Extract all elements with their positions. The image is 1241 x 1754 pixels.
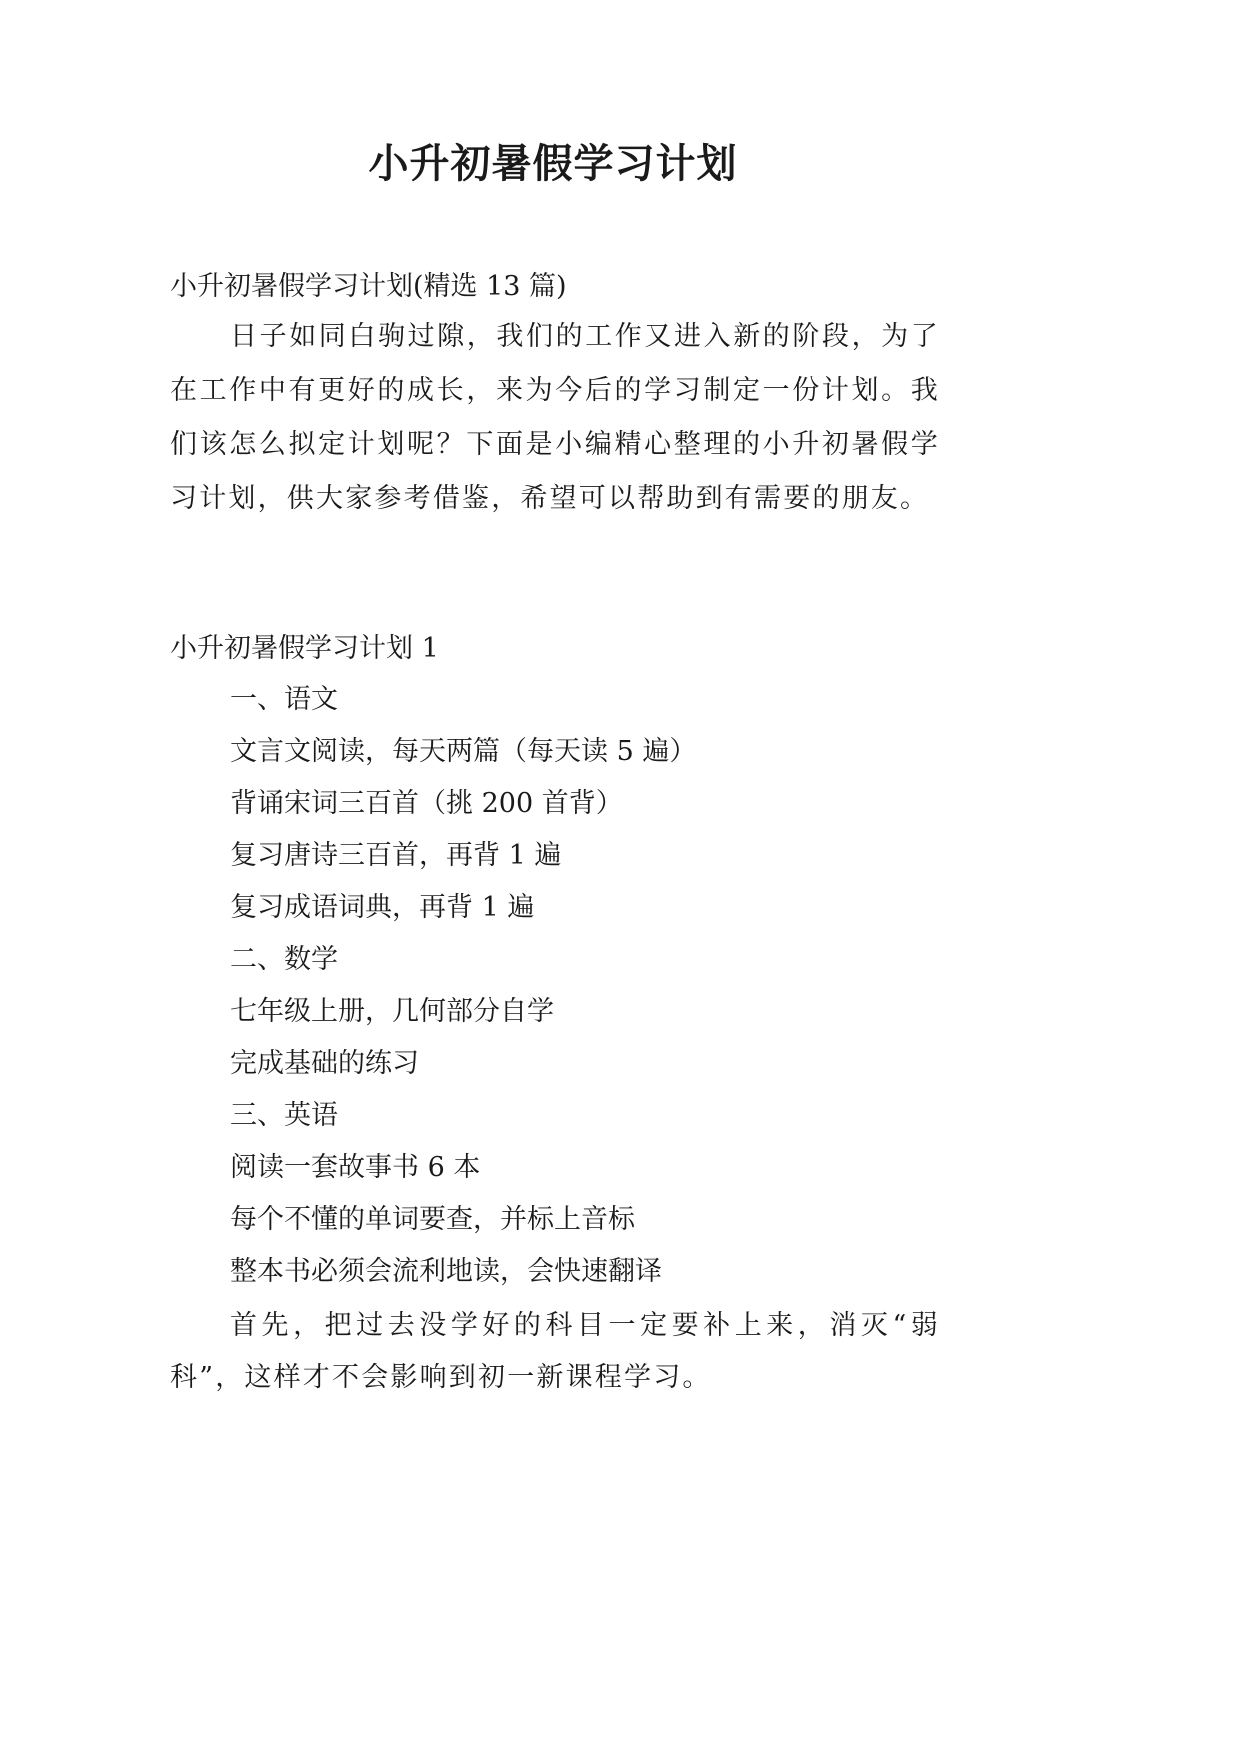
plan-item: 一、语文 [230,684,338,715]
closing-paragraph: 首先，把过去没学好的科目一定要补上来，消灭“弱科”，这样才不会影响到初一新课程学习。 [170,1310,940,1393]
plan-item: 完成基础的练习 [230,1048,419,1079]
plan-item: 整本书必须会流利地读，会快速翻译 [230,1256,662,1287]
plan-item: 七年级上册，几何部分自学 [230,996,554,1027]
plan-item: 文言文阅读，每天两篇（每天读 5 遍） [230,736,697,767]
plan-item-list [230,674,930,1298]
plan-item: 每个不懂的单词要查，并标上音标 [230,1204,635,1235]
document-title: 小升初暑假学习计划 [368,140,738,187]
section-heading: 小升初暑假学习计划 1 [170,633,439,664]
plan-item: 三、英语 [230,1100,338,1131]
plan-item: 阅读一套故事书 6 本 [230,1152,481,1183]
plan-item: 背诵宋词三百首（挑 200 首背） [230,788,623,819]
plan-item: 复习成语词典，再背 1 遍 [230,892,535,923]
plan-item: 复习唐诗三百首，再背 1 遍 [230,840,562,871]
plan-item: 二、数学 [230,944,338,975]
document-subtitle: 小升初暑假学习计划(精选 13 篇) [170,271,567,302]
intro-paragraph: 日子如同白驹过隙，我们的工作又进入新的阶段，为了在工作中有更好的成长，来为今后的学习制定一份计划。我们该怎么拟定计划呢？下面是小编精心整理的小升初暑假学习计划，供大家参考借鉴，希望可以帮助到有需要的朋友。 [170,321,940,514]
